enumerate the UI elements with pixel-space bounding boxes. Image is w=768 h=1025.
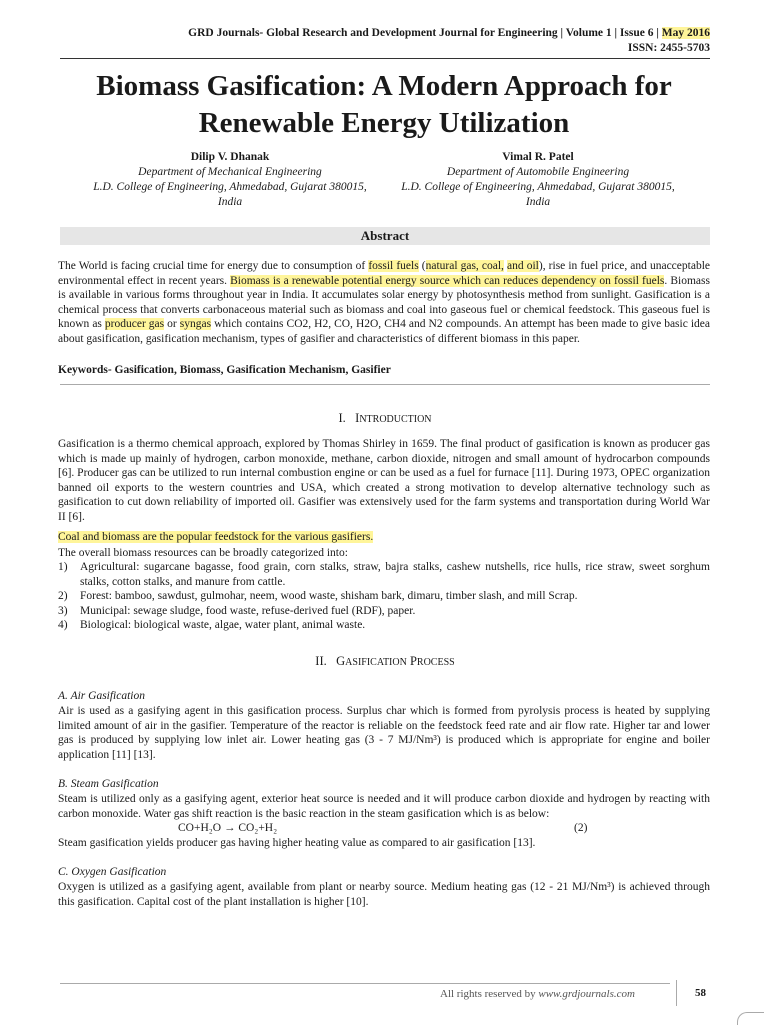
highlight: Coal and biomass are the popular feedstock for the various gasifiers. — [58, 531, 374, 543]
subsection-steam: B. Steam Gasification — [58, 778, 159, 790]
author-college: L.D. College of Engineering, Ahmedabad, Gujarat 380015, — [93, 181, 367, 193]
footer-rights — [440, 988, 635, 1000]
biomass-list — [58, 560, 710, 633]
list-number: 2) — [58, 590, 68, 602]
journal-header — [60, 27, 710, 39]
abstract-segment: which contains CO2, H2, CO, H2O, CH4 and N2 compounds. An attempt has been made to give basic idea about gasification, gasification mechanism, types of gasifier and characteristics of different biomass in this paper. — [58, 318, 710, 345]
list-number: 3) — [58, 604, 68, 617]
list-item — [58, 560, 710, 589]
issn: ISSN: 2455-5703 — [627, 42, 710, 54]
abstract-segment: ), rise in fuel price, and unacceptable environmental effect in recent years. — [58, 260, 710, 287]
section-heading-introduction — [60, 411, 710, 426]
abstract-segment: ( — [418, 260, 426, 272]
author-block-2 — [388, 150, 688, 210]
author-dept: Department of Automobile Engineering — [446, 166, 630, 178]
keywords-rule — [60, 384, 710, 385]
list-text: Biological: biological waste, algae, water plant, animal waste. — [80, 619, 366, 631]
paper-title — [40, 68, 728, 142]
author-dept: Department of Mechanical Engineering — [138, 166, 322, 178]
journal-name: GRD Journals- Global Research and Development Journal for Engineering | Volume 1 | Issue 6 | — [188, 27, 662, 39]
highlight: Biomass is a renewable potential energy source which can reduces dependency on fossil fuels — [230, 274, 665, 287]
rights-text: All rights reserved by — [440, 988, 539, 1000]
author-name: Dilip V. Dhanak — [190, 151, 270, 163]
section-title-cap: P — [409, 654, 417, 668]
subsection-air: A. Air Gasification — [58, 690, 145, 702]
list-text: Municipal: sewage sludge, food waste, refuse-derived fuel (RDF), paper. — [80, 604, 416, 617]
author-name: Vimal R. Patel — [502, 151, 574, 163]
list-item — [58, 604, 710, 619]
highlight: fossil fuels — [368, 260, 419, 272]
section-number: I. — [338, 411, 346, 425]
list-item — [58, 589, 710, 604]
author-college: L.D. College of Engineering, Ahmedabad, Gujarat 380015, — [401, 181, 675, 193]
journal-date: May 2016 — [661, 27, 710, 39]
steam-paragraph-2: Steam gasification yields producer gas having higher heating value as compared to air gasification [13]. — [58, 837, 536, 849]
section-title-rest: ROCESS — [416, 657, 455, 668]
intro-highlight — [58, 530, 710, 545]
oxygen-paragraph: Oxygen is utilized as a gasifying agent, available from plant or nearby source. Medium heating gas (12 - 21 MJ/Nm³) is achieved through this gasification. Capital cost of the plant installation is higher [10]. — [58, 881, 710, 908]
abstract-segment: . Biomass is available in various forms throughout year in India. It accumulates solar energy by photosynthesis method from sunlight. Gasification is a chemical process that converts carbonaceous material such as biomass and coal into gaseous fuel or chemical feedstock. This gaseous fuel is known as — [58, 274, 710, 330]
equation-number: (2) — [574, 822, 588, 834]
highlight: producer gas — [104, 318, 165, 330]
author-block-1 — [80, 150, 380, 210]
abstract-heading: Abstract — [60, 227, 710, 245]
overall-line: The overall biomass resources can be broadly categorized into: — [58, 547, 348, 559]
section-title-rest: ASIFICATION — [345, 657, 407, 668]
keywords: Keywords- Gasification, Biomass, Gasification Mechanism, Gasifier — [58, 364, 391, 376]
footer-rule — [60, 983, 670, 984]
air-paragraph: Air is used as a gasifying agent in this gasification process. Surplus char which is formed from pyrolysis process is heated by supplying limited amount of air in the gasifier. Temperature of the reactor is reliable on the feedstock feed rate and air flow rate. Higher tar and lower gas is produced by supplying low inlet air. Lower heating gas (3 - 7 MJ/Nm³) is produced which is appropriate for engine and boiler application [11] [13]. — [58, 705, 710, 761]
list-number: 4) — [58, 619, 68, 631]
equation: CO+H₂O → CO₂+H₂ — [178, 822, 278, 834]
section-heading-gasification — [60, 654, 710, 669]
highlight: syngas — [179, 318, 212, 330]
list-text: Agricultural: sugarcane bagasse, food grain, corn stalks, straw, bajra stalks, cashew nutshells, rice hulls, rice straw, sweet sorghum stalks, cotton stalks, and manure from cattle. — [80, 561, 710, 588]
intro-paragraph: Gasification is a thermo chemical approach, explored by Thomas Shirley in 1659. The final product of gasification is known as producer gas which is made up mainly of hydrogen, carbon monoxide, methane, carbon dioxide, nitrogen and small amount of hydrocarbon compounds [6]. Producer gas can be utilized to run internal combustion engine or can be used as a fuel for furnace [11]. During 1973, OPEC organization banned oil exports to the western countries and USA, which created a strong motivation to develop alternative technology such as gasification to cut down reliability of imported oil. Gasifier was extensively used for the farm systems and transportation during World War II [6]. — [58, 438, 710, 523]
author-country: India — [525, 196, 551, 208]
header-rule — [60, 58, 710, 59]
list-text: Forest: bamboo, sawdust, gulmohar, neem, wood waste, shisham bark, dimaru, timber slash, and mill Scrap. — [80, 590, 578, 602]
steam-paragraph: Steam is utilized only as a gasifying agent, exterior heat source is needed and it will produce carbon dioxide and hydrogen by reacting with carbon monoxide. Water gas shift reaction is the basic reaction in the steam gasification which is as below: — [58, 793, 710, 820]
list-number: 1) — [58, 561, 68, 573]
abstract-text — [58, 259, 710, 346]
highlight: natural gas, coal, — [425, 260, 504, 272]
subsection-oxygen: C. Oxygen Gasification — [58, 866, 167, 878]
title-line-1: Biomass Gasification: A Modern Approach for — [96, 70, 672, 102]
section-title-rest: NTRODUCTION — [359, 414, 432, 425]
corner-ornament — [737, 1012, 764, 1025]
highlight: and oil — [507, 260, 539, 272]
list-item — [58, 618, 710, 633]
abstract-segment: or — [164, 318, 180, 330]
site-link[interactable]: www.grdjournals.com — [538, 988, 635, 1000]
section-number: II. — [315, 654, 327, 668]
author-country: India — [217, 196, 243, 208]
section-title-cap: G — [336, 654, 346, 668]
section-title-cap: I — [355, 411, 360, 425]
abstract-segment: The World is facing crucial time for energy due to consumption of — [58, 260, 369, 272]
title-line-2: Renewable Energy Utilization — [198, 107, 570, 139]
page-number: 58 — [695, 987, 706, 999]
